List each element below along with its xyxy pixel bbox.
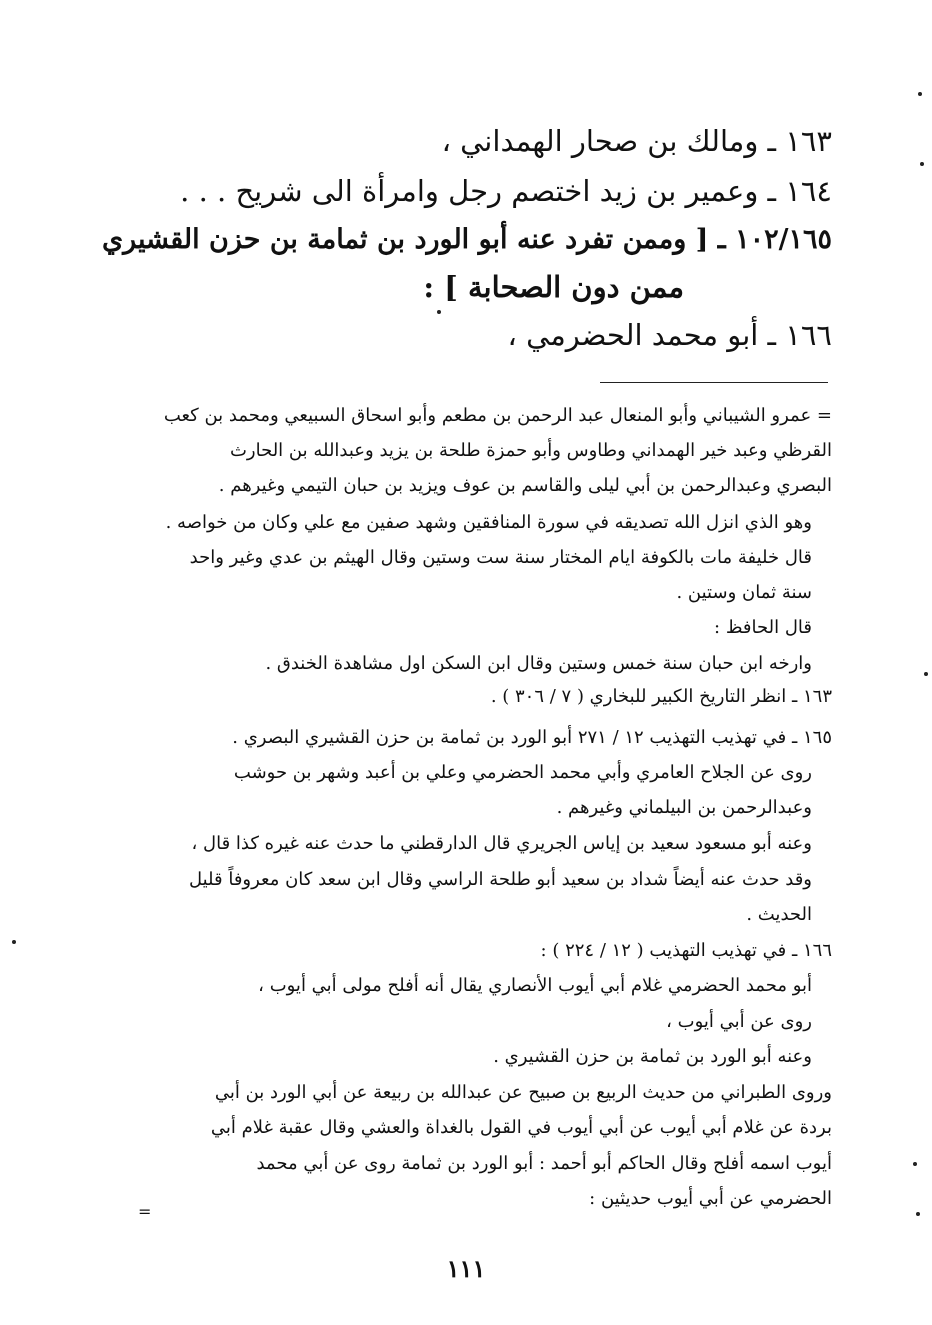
footnote-line: وروى الطبراني من حديث الربيع بن صبيح عن عبدالله بن ربيعة عن أبي الورد بن أبي [214,1082,832,1103]
footnote-line: روى عن الجلاح العامري وأبي محمد الحضرمي وعلي بن أعبد وشهر بن حوشب [233,762,812,783]
scan-speck [12,940,16,944]
footnote-line: قال خليفة مات بالكوفة ايام المختار سنة ست وستين وقال الهيثم بن عدي وغير واحد [189,547,812,568]
entry-165-heading-cont: ممن دون الصحابة ] : [423,270,684,304]
footnote-line: ١٦٣ ـ انظر التاريخ الكبير للبخاري ( ٧ / ٣٠٦ ) . [490,686,832,707]
footnote-line: أبو محمد الحضرمي غلام أبي أيوب الأنصاري يقال أنه أفلح مولى أبي أيوب ، [258,975,812,996]
page-number: ١١١ [446,1254,486,1283]
entry-166: ١٦٦ ـ أبو محمد الحضرمي ، [507,318,832,352]
scan-speck [913,1162,917,1166]
footnote-line: بردة عن غلام أبي أيوب عن أبي أيوب في القول بالغداة والعشي وقال عقبة غلام أبي [210,1117,832,1138]
footnote-line: وعنه أبو مسعود سعيد بن إياس الجريري قال الدارقطني ما حدث عنه غيره كذا قال ، [191,833,812,854]
footnote-line: قال الحافظ : [714,617,812,638]
footnote-line: وهو الذي انزل الله تصديقه في سورة المنافقين وشهد صفين مع علي وكان من خواصه . [165,512,812,533]
scan-speck [916,1212,920,1216]
scan-speck [437,310,441,314]
continuation-mark: = [138,1202,152,1221]
footnote-line: وارخه ابن حبان سنة خمس وستين وقال ابن السكن اول مشاهدة الخندق . [265,653,812,674]
footnote-line: = عمرو الشيباني وأبو المنعال عبد الرحمن بن مطعم وأبو اسحاق السبيعي ومحمد بن كعب [163,405,832,426]
footnote-line: روى عن أبي أيوب ، [666,1011,812,1032]
footnote-line: الحضرمي عن أبي أيوب حديثين : [589,1188,832,1209]
entry-164: ١٦٤ ـ وعمير بن زيد اختصم رجل وامرأة الى شريح . . . [180,174,832,208]
scan-speck [920,162,924,166]
footnote-line: وعبدالرحمن بن البيلماني وغيرهم . [556,797,812,818]
footnote-line: ١٦٦ ـ في تهذيب التهذيب ( ١٢ / ٢٢٤ ) : [540,940,832,961]
footnote-line: ١٦٥ ـ في تهذيب التهذيب ١٢ / ٢٧١ أبو الورد بن ثمامة بن حزن القشيري البصري . [232,727,832,748]
scan-speck [918,92,922,96]
footnote-line: البصري وعبدالرحمن بن أبي ليلى والقاسم بن عوف ويزيد بن حبان التيمي وغيرهم . [218,475,832,496]
footnote-line: سنة ثمان وستين . [676,582,812,603]
footnote-line: الحديث . [746,904,812,925]
footnote-divider [600,382,828,383]
footnote-line: أيوب اسمه أفلح وقال الحاكم أبو أحمد : أبو الورد بن ثمامة روى عن أبي محمد [256,1153,832,1174]
entry-163: ١٦٣ ـ ومالك بن صحار الهمداني ، [441,124,832,158]
entry-165-heading: ١٠٢/١٦٥ ـ [ وممن تفرد عنه أبو الورد بن ثمامة بن حزن القشيري [101,224,832,255]
footnote-line: وعنه أبو الورد بن ثمامة بن حزن القشيري . [493,1046,812,1067]
footnote-line: القرظي وعبد خير الهمداني وطاوس وأبو حمزة طلحة بن يزيد وعبدالله بن الحارث [229,440,832,461]
footnote-line: وقد حدث عنه أيضاً شداد بن سعيد أبو طلحة الراسي وقال ابن سعد كان معروفاً قليل [188,869,812,890]
scan-speck [924,672,928,676]
